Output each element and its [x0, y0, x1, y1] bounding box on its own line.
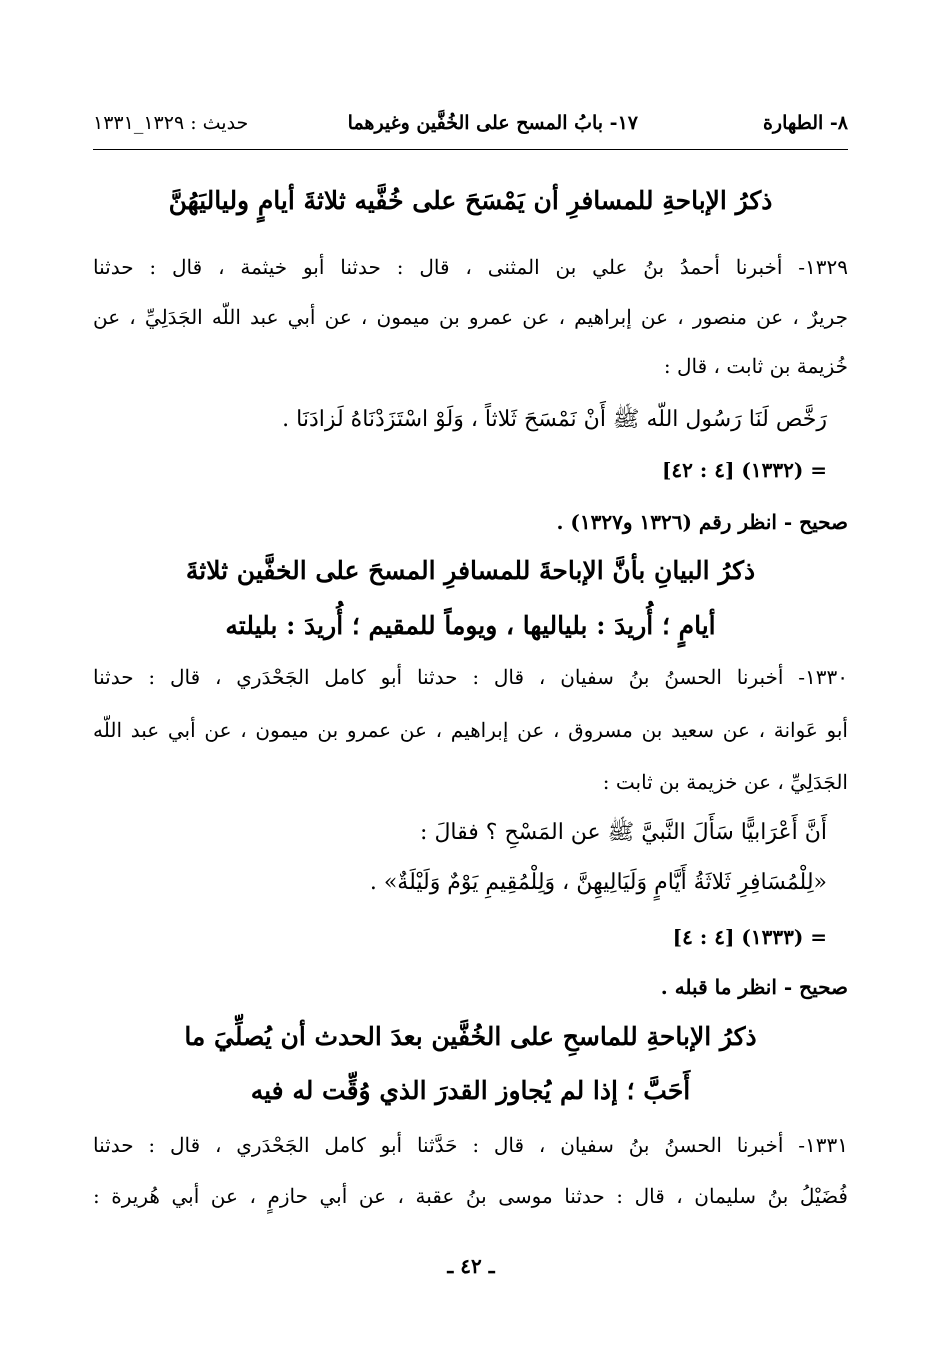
heading-1: ذكرُ الإباحةِ للمسافرِ أن يَمْسَحَ على خُفَّيه ثلاثةَ أيامٍ ولياليَهُنَّ [168, 186, 773, 215]
hadith-1331-line-1: ١٣٣١- أخبرنا الحسنُ بنُ سفيان ، قال : حَدَّثنا أبو كامل الجَحْدَري ، قال : حدثنا [93, 1133, 848, 1157]
hadith-1329-line-2: جريرٌ ، عن منصور ، عن إبراهيم ، عن عمرو بن ميمون ، عن أبي عبد اللّه الجَدَلِيِّ ، عن [93, 305, 848, 329]
heading-3-line-2: أَحَبَّ ؛ إذا لم يُجاوز القدرَ الذي وُقِّت له فيه [250, 1076, 691, 1105]
hadith-range: حديث : ١٣٢٩_١٣٣١ [93, 112, 249, 134]
heading-2-line-2: أيامٍ ؛ أُريدَ : بلياليها ، ويوماً للمقيم ؛ أُريدَ : بليلته [225, 611, 716, 640]
hadith-1330-line-2: أبو عَوانة ، عن سعيد بن مسروق ، عن إبراهيم ، عن عمرو بن ميمون ، عن أبي عبد اللّه [93, 718, 848, 742]
hadith-1330-ref: = (١٣٣٣) [٤ : ٤] [672, 925, 827, 949]
hadith-1329-text: رَخَّص لَنَا رَسُول اللّه ﷺ أَنْ نَمْسَحَ ثَلاثاً ، وَلَوْ اسْتَزَدْنَاهُ لَزادَنَا . [282, 407, 827, 432]
hadith-1330-grade: صحيح - انظر ما قبله . [660, 975, 848, 999]
hadith-1330-text-1: أَنَّ أَعْرَابيًّا سَأَلَ النَّبيَّ ﷺ عن المَسْحِ ؟ فقالَ : [420, 820, 827, 845]
heading-2-line-1: ذكرُ البيانِ بأنَّ الإباحةَ للمسافرِ المسحَ على الخفَّين ثلاثةَ [185, 556, 756, 585]
heading-3-line-1: ذكرُ الإباحةِ للماسحِ على الخُفَّين بعدَ الحدث أن يُصلِّيَ ما [184, 1022, 757, 1051]
hadith-1329-ref: = (١٣٣٢) [٤ : ٤٢] [661, 458, 827, 482]
hadith-1330-line-1: ١٣٣٠- أخبرنا الحسنُ بنُ سفيان ، قال : حدثنا أبو كامل الجَحْدَري ، قال : حدثنا [93, 665, 848, 689]
page-number: ـ ٤٢ ـ [447, 1254, 495, 1278]
header-divider [93, 149, 848, 150]
hadith-1330-line-3: الجَدَلِيِّ ، عن خزيمة بن ثابت : [602, 770, 848, 794]
hadith-1329-line-3: خُزيمة بن ثابت ، قال : [663, 354, 848, 378]
hadith-1331-line-2: فُضَيْلُ بنُ سليمان ، قال : حدثنا موسى بنُ عقبة ، عن أبي حازمٍ ، عن أبي هُريرة : [93, 1184, 848, 1208]
chapter-title: ٨- الطهارة [762, 112, 848, 134]
running-header [93, 112, 848, 146]
hadith-1329-line-1: ١٣٢٩- أخبرنا أحمدُ بنُ علي بن المثنى ، قال : حدثنا أبو خيثمة ، قال : حدثنا [93, 255, 848, 279]
hadith-1330-text-2: «لِلْمُسَافِرِ ثَلاثَةُ أَيَّامٍ وَلَيَالِيهِنَّ ، وَلِلْمُقِيمِ يَوْمٌ وَلَيْلَةٌ» . [369, 870, 827, 895]
hadith-1329-grade: صحيح - انظر رقم (١٣٢٦ و١٣٢٧) . [556, 510, 848, 534]
section-title: ١٧- بابُ المسح على الخُفَّين وغيرهما [347, 112, 638, 134]
